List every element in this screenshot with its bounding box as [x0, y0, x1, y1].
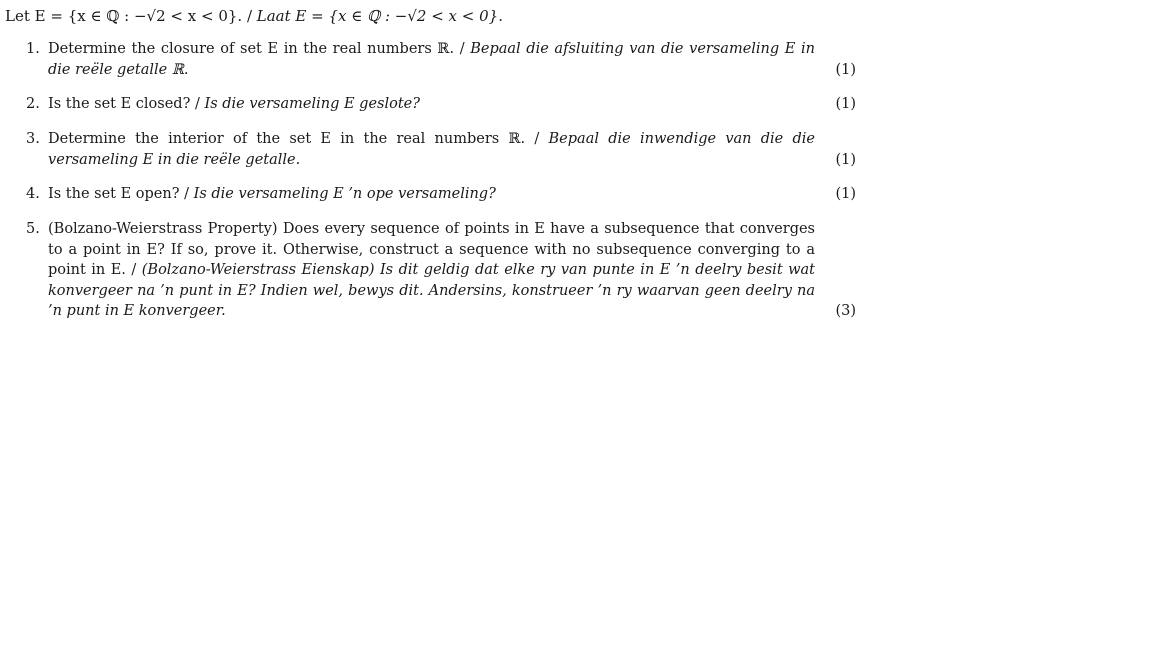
set-definition [5, 6, 503, 26]
question-text [48, 94, 815, 115]
separator: / [454, 41, 471, 57]
question-afrikaans: Bepaal die inwendige van die die versameling E in die reële getalle. [48, 131, 816, 168]
question-number: 1. [26, 41, 40, 57]
question-english: Is the set E open? [48, 186, 180, 202]
marks-label: (3) [835, 303, 856, 319]
separator: / [125, 262, 142, 278]
marks-label: (1) [835, 152, 856, 168]
separator: / [242, 7, 257, 25]
question-english: Determine the interior of the set E in the real numbers ℝ. [48, 131, 526, 147]
question-text [48, 129, 815, 170]
question-item [26, 39, 856, 81]
set-definition-english: Let E = {x ∈ ℚ : −√2 < x < 0}. [5, 7, 243, 25]
question-item [26, 219, 856, 323]
question-english: (Bolzano-Weierstrass Property) Does every sequence of points in E have a subsequence that converges to a point in E? If so, prove it. Otherwise, construct a sequence with no subsequence converging to a point in E. [48, 221, 815, 278]
question-english: Determine the closure of set E in the real numbers ℝ. [48, 41, 455, 57]
question-number: 2. [26, 96, 40, 112]
marks-label: (1) [835, 96, 856, 112]
question-text [48, 184, 815, 205]
question-afrikaans: (Bolzano-Weierstrass Eienskap) Is dit geldig dat elke ry van punte in E ’n deelry besit wat konvergeer na ’n punt in E? Indien wel, bewys dit. Andersins, konstrueer ’n ry waarvan geen deelry na ’n punt in E konvergeer. [48, 262, 815, 319]
question-text [48, 219, 815, 322]
question-item [26, 184, 856, 206]
question-item [26, 129, 856, 171]
question-afrikaans: Is die versameling E geslote? [204, 96, 421, 112]
question-number: 3. [26, 131, 40, 147]
question-afrikaans: Bepaal die afsluiting van die versameling E in die reële getalle ℝ. [48, 41, 815, 78]
set-definition-afrikaans: Laat E = {x ∈ ℚ : −√2 < x < 0}. [256, 7, 503, 25]
question-afrikaans: Is die versameling E ’n ope versameling? [193, 186, 496, 202]
marks-label: (1) [835, 186, 856, 202]
separator: / [190, 96, 205, 112]
marks-label: (1) [835, 62, 856, 78]
question-item [26, 94, 856, 116]
separator: / [179, 186, 194, 202]
separator: / [525, 131, 549, 147]
question-number: 4. [26, 186, 40, 202]
question-text [48, 39, 815, 80]
question-number: 5. [26, 221, 40, 237]
question-english: Is the set E closed? [48, 96, 191, 112]
